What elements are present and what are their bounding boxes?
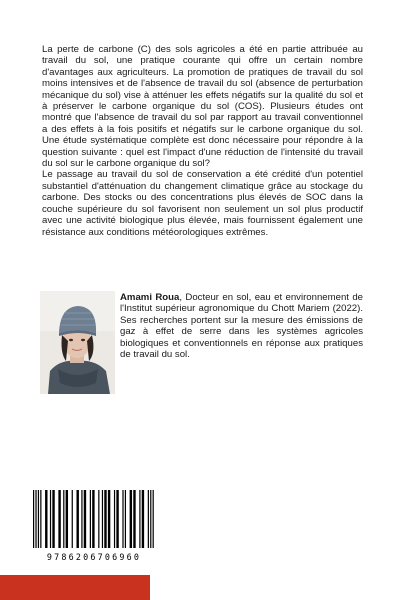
barcode-bar [139, 490, 140, 548]
barcode-bar [58, 490, 60, 548]
barcode-bar [122, 490, 123, 548]
barcode-bar [90, 490, 91, 548]
blurb-paragraph-1: La perte de carbone (C) des sols agricoles a été en partie attribuée au travail du sol, une pratique courante qui offre un certain nombre d'avantages aux agriculteurs. La promotion de pratiques de travail du sol moins intensives et de l'absence de travail du sol (absence de perturbation mécanique du sol) vise à atténuer les effets négatifs sur la qualité du sol et à préserver le carbone organique du sol (COS). Plusieurs études ont montré que l'absence de travail du sol par rapport au travail conventionnel a des effets à la fois positifs et négatifs sur le carbone organique du sol. Une étude systématique complète est donc nécessaire pour répondre à la question suivante : quel est l'impact d'une réduction de l'intensité du travail du sol sur le carbone organique du sol? [42, 44, 363, 170]
author-bio-text: , Docteur en sol, eau et environnement de l'Institut supérieur agronomique du Chott Mariem (2022). Ses recherches portent sur la mesure des émissions de gaz à effet de serre dans les systèmes agricoles biologiques et conventionnels en réponse aux pratiques de travail du sol. [120, 292, 363, 361]
author-name: Amami Roua [120, 292, 180, 303]
barcode-bar [102, 490, 103, 548]
accent-bar [0, 575, 150, 600]
barcode-bar [52, 490, 54, 548]
barcode-bar [150, 490, 151, 548]
author-bio [120, 292, 363, 360]
barcode-bar [38, 490, 39, 548]
barcode-bar [116, 490, 118, 548]
isbn-digits: 9786206706960 [46, 552, 142, 562]
barcode-bar [92, 490, 94, 548]
isbn-barcode [30, 488, 158, 566]
barcode-bars [30, 488, 158, 550]
barcode-bar [153, 490, 154, 548]
barcode-bar [114, 490, 115, 548]
barcode-bar [130, 490, 132, 548]
barcode-bar [133, 490, 135, 548]
author-photo [40, 291, 115, 394]
barcode-bar [40, 490, 41, 548]
barcode-bar [76, 490, 78, 548]
barcode-bar [148, 490, 149, 548]
book-blurb [42, 44, 363, 238]
blurb-paragraph-2: Le passage au travail du sol de conservation a été crédité d'un potentiel substantiel d'atténuation du changement climatique grâce au stockage du carbone. Des stocks ou des concentrations plus élevés de SOC dans la couche supérieure du sol favorisent non seulement un sol plus productif avec une activité biologique plus élevée, mais fournissent également une résistance aux conditions météorologiques extrêmes. [42, 169, 363, 238]
barcode-bar [108, 490, 110, 548]
barcode-bar [125, 490, 126, 548]
barcode-bar [35, 490, 36, 548]
barcode-bar [98, 490, 99, 548]
barcode-bar [72, 490, 73, 548]
barcode-bar [66, 490, 68, 548]
barcode-bar [45, 490, 47, 548]
barcode-bar [104, 490, 106, 548]
barcode-bar [142, 490, 144, 548]
barcode-bar [50, 490, 51, 548]
barcode-bar [81, 490, 82, 548]
barcode-bar [33, 490, 34, 548]
barcode-bar [63, 490, 64, 548]
barcode-bar [84, 490, 86, 548]
